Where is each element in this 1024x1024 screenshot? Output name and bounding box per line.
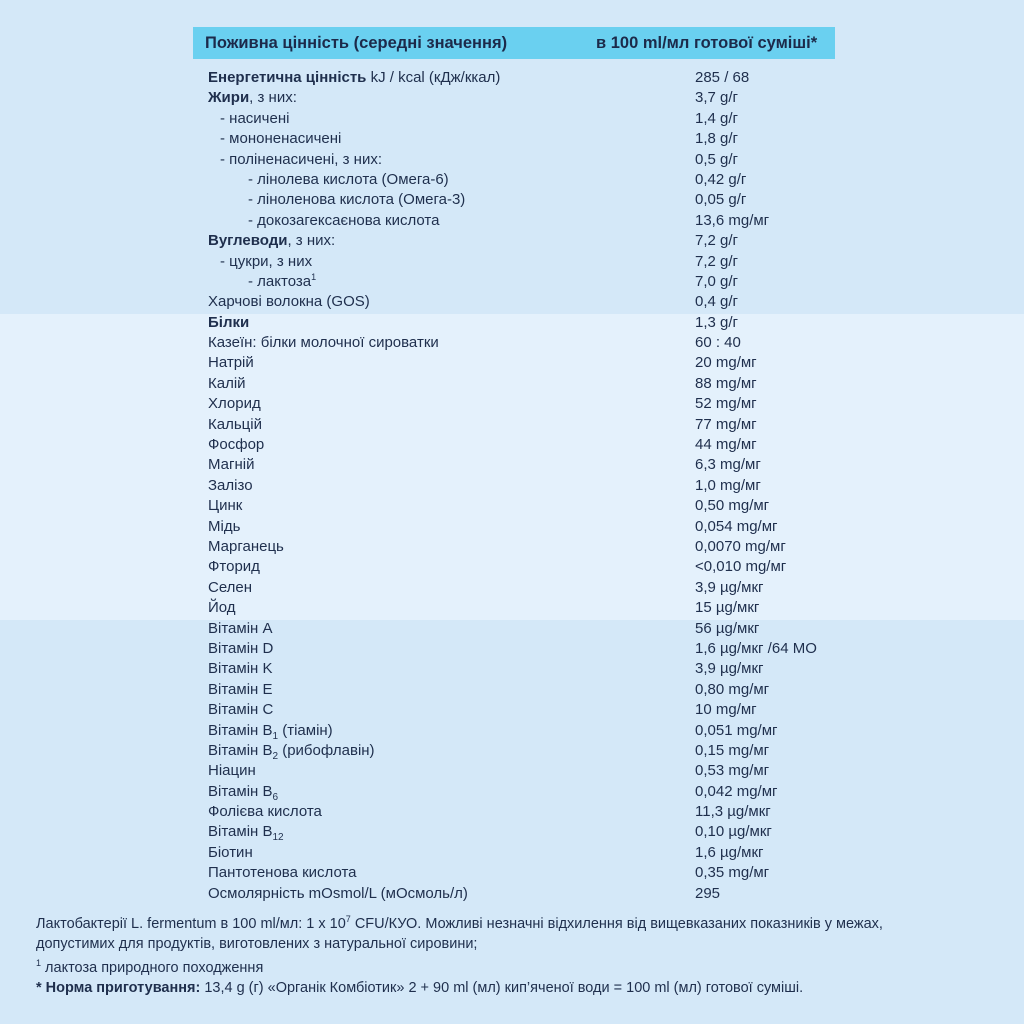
nutrient-value: 0,5 g/г xyxy=(695,150,739,168)
nutrient-name xyxy=(208,231,335,251)
nutrient-name-text: Натрій xyxy=(208,354,254,372)
nutrient-name xyxy=(220,109,289,129)
nutrient-name xyxy=(208,435,264,455)
nutrient-value: 88 mg/мг xyxy=(695,374,757,392)
table-row xyxy=(0,231,1024,251)
nutrient-name xyxy=(208,496,242,516)
nutrient-value: 1,4 g/г xyxy=(695,109,739,127)
nutrient-value: 52 mg/мг xyxy=(695,395,757,413)
nutrient-name xyxy=(208,476,253,496)
nutrient-footnote-marker: 1 xyxy=(311,271,317,282)
nutrient-name xyxy=(208,598,236,618)
preparation-text: 13,4 g (г) «Органік Комбіотик» 2 + 90 ml (мл) кип’яченої води = 100 ml (мл) готової суміші. xyxy=(200,980,804,996)
nutrient-value: 0,0070 mg/мг xyxy=(695,537,786,555)
nutrient-value: 15 µg/мкг xyxy=(695,599,760,617)
nutrient-value: 1,0 mg/мг xyxy=(695,476,761,494)
table-row xyxy=(0,639,1024,659)
nutrient-name-text: Магній xyxy=(208,456,255,474)
nutrient-name-text: Хлорид xyxy=(208,395,261,413)
header-per-100ml-label: в 100 ml/мл готової суміші* xyxy=(596,34,818,52)
header-nutrient-label: Поживна цінність (середні значення) xyxy=(205,34,508,52)
nutrient-value: 0,05 g/г xyxy=(695,191,747,209)
nutrient-value: 1,8 g/г xyxy=(695,130,739,148)
nutrient-name-text: Кальцій xyxy=(208,415,262,433)
table-row xyxy=(0,557,1024,577)
table-row xyxy=(0,190,1024,210)
table-row xyxy=(0,476,1024,496)
nutrient-name-text: , з них: xyxy=(287,232,336,250)
table-row xyxy=(0,272,1024,292)
nutrient-name-suffix: (рибофлавін) xyxy=(278,741,375,759)
table-row xyxy=(0,578,1024,598)
table-row xyxy=(0,782,1024,802)
table-row xyxy=(0,353,1024,373)
nutrient-name xyxy=(208,822,284,842)
table-row xyxy=(0,680,1024,700)
footnote-exponent: 7 xyxy=(345,914,351,925)
table-row xyxy=(0,150,1024,170)
table-row xyxy=(0,884,1024,904)
nutrient-name xyxy=(208,374,246,394)
nutrient-name xyxy=(208,863,357,883)
table-header xyxy=(193,27,835,59)
footnote-lactobacteria-text: Лактобактерії L. fermentum в 100 ml/мл: 1 x 10 xyxy=(36,916,346,932)
nutrient-name-text: Вітамін B xyxy=(208,721,273,739)
table-row xyxy=(0,537,1024,557)
table-row xyxy=(0,394,1024,414)
nutrient-name-text: Мідь xyxy=(208,517,241,535)
nutrient-name-text: Вітамін B xyxy=(208,823,273,841)
nutrient-name-text: - ліноленова кислота (Омега-3) xyxy=(248,191,466,209)
nutrient-name-text: Селен xyxy=(208,578,253,596)
nutrient-name xyxy=(208,292,370,312)
nutrient-value: 0,80 mg/мг xyxy=(695,680,770,698)
nutrient-name xyxy=(248,170,449,190)
nutrient-value: 13,6 mg/мг xyxy=(695,211,770,229)
nutrient-name xyxy=(220,150,382,170)
nutrient-name-text: - лінолева кислота (Омега-6) xyxy=(248,170,449,188)
nutrient-name xyxy=(208,537,284,557)
nutrient-name-suffix: (тіамін) xyxy=(278,721,333,739)
nutrient-value: 0,051 mg/мг xyxy=(695,721,778,739)
nutrient-name-text: Осмолярність mOsmol/L (мОсмоль/л) xyxy=(208,884,468,902)
nutrient-name-text: Пантотенова кислота xyxy=(208,864,357,882)
nutrient-name-text: Марганець xyxy=(208,537,284,555)
table-row xyxy=(0,761,1024,781)
nutrient-value: 3,9 µg/мкг xyxy=(695,660,764,678)
table-row xyxy=(0,170,1024,190)
nutrient-name xyxy=(248,272,316,292)
footnote-lactose-text: лактоза природного походження xyxy=(41,960,264,976)
nutrient-name-text: - мононенасичені xyxy=(220,130,342,148)
nutrient-value: 0,53 mg/мг xyxy=(695,762,770,780)
nutrient-name xyxy=(208,517,240,537)
table-row xyxy=(0,129,1024,149)
nutrient-name xyxy=(208,843,253,863)
nutrient-value: 44 mg/мг xyxy=(695,436,757,454)
table-row xyxy=(0,435,1024,455)
nutrient-value: 0,4 g/г xyxy=(695,293,739,311)
nutrient-name xyxy=(208,313,249,333)
nutrient-value: 0,054 mg/мг xyxy=(695,517,778,535)
nutrient-name-text: - докозагексаєнова кислота xyxy=(248,211,440,229)
nutrient-name xyxy=(208,68,500,88)
nutrient-value: 0,10 µg/мкг xyxy=(695,823,772,841)
nutrient-value: 11,3 µg/мкг xyxy=(695,803,771,821)
nutrient-name-bold: Вуглеводи xyxy=(208,232,288,250)
nutrient-name xyxy=(208,782,278,802)
table-row xyxy=(0,822,1024,842)
nutrient-value: 0,15 mg/мг xyxy=(695,741,770,759)
nutrient-name xyxy=(208,333,439,353)
nutrient-name-text: - цукри, з них xyxy=(220,252,313,270)
nutrient-name xyxy=(208,455,254,475)
nutrient-name xyxy=(208,619,272,639)
nutrient-name-text: Вітамін A xyxy=(208,619,273,637)
nutrient-name xyxy=(208,88,297,108)
footnote-lactose xyxy=(36,958,996,978)
table-row xyxy=(0,700,1024,720)
nutrient-name-text: Біотин xyxy=(208,843,253,861)
nutrient-name xyxy=(208,578,252,598)
nutrient-value: 77 mg/мг xyxy=(695,415,757,433)
nutrient-value: <0,010 mg/мг xyxy=(695,558,787,576)
nutrient-name-text: Вітамін B xyxy=(208,741,273,759)
nutrient-name xyxy=(208,761,256,781)
table-row xyxy=(0,292,1024,312)
nutrient-name-text: Вітамін C xyxy=(208,701,274,719)
footnote-preparation xyxy=(36,978,996,998)
nutrient-name-text: Фторид xyxy=(208,558,260,576)
nutrient-subscript: 2 xyxy=(272,750,279,762)
nutrient-name-text: - насичені xyxy=(220,109,290,127)
table-row xyxy=(0,598,1024,618)
table-row xyxy=(0,517,1024,537)
nutrient-value: 10 mg/мг xyxy=(695,701,757,719)
nutrient-name-text: Ніацин xyxy=(208,762,256,780)
table-row xyxy=(0,109,1024,129)
nutrient-name xyxy=(208,700,273,720)
table-row xyxy=(0,863,1024,883)
table-row xyxy=(0,741,1024,761)
nutrient-value: 20 mg/мг xyxy=(695,354,757,372)
nutrient-value: 56 µg/мкг xyxy=(695,619,760,637)
nutrient-value: 7,0 g/г xyxy=(695,272,739,290)
table-row xyxy=(0,88,1024,108)
table-row xyxy=(0,211,1024,231)
nutrient-name xyxy=(208,680,272,700)
nutrient-value: 0,35 mg/мг xyxy=(695,864,770,882)
nutrient-name-text: Фосфор xyxy=(208,436,265,454)
nutrient-name xyxy=(220,252,312,272)
nutrient-name xyxy=(208,884,468,904)
nutrient-name-text: Вітамін D xyxy=(208,639,274,657)
nutrient-name xyxy=(208,415,262,435)
table-row xyxy=(0,802,1024,822)
table-row xyxy=(0,374,1024,394)
nutrient-name xyxy=(208,639,273,659)
nutrient-subscript: 6 xyxy=(272,791,279,803)
nutrient-name xyxy=(208,394,261,414)
nutrient-name xyxy=(208,741,375,761)
footnote-lactobacteria-text-2: CFU/КУО. Можливі незначні відхилення від вищевказаних показників у межах, xyxy=(350,916,883,932)
nutrient-name xyxy=(220,129,341,149)
nutrient-value: 1,6 µg/мкг xyxy=(695,843,764,861)
table-row xyxy=(0,619,1024,639)
nutrient-name xyxy=(208,802,322,822)
nutrient-name xyxy=(248,190,465,210)
nutrient-name-bold: Енергетична цінність xyxy=(208,69,367,86)
nutrient-name-text: Калій xyxy=(208,374,246,392)
nutrient-name-text: - лактоза xyxy=(248,272,312,290)
nutrient-name-text: Фолієва кислота xyxy=(208,803,322,821)
nutrient-value: 60 : 40 xyxy=(695,334,741,352)
table-row xyxy=(0,333,1024,353)
table-row xyxy=(0,313,1024,333)
nutrient-name xyxy=(208,353,254,373)
footnote-marker: 1 xyxy=(36,958,42,969)
nutrient-name-text: Йод xyxy=(208,599,236,617)
preparation-label: Норма приготування: xyxy=(45,980,201,996)
nutrient-name-text: - поліненасичені, з них: xyxy=(220,150,382,168)
nutrient-name-text: , з них: xyxy=(249,89,297,107)
nutrient-name xyxy=(248,211,439,231)
preparation-star: * xyxy=(36,980,46,996)
table-row xyxy=(0,68,1024,88)
nutrient-value: 3,7 g/г xyxy=(695,89,739,107)
nutrient-name-text: Цинк xyxy=(208,497,243,515)
nutrient-value: 0,042 mg/мг xyxy=(695,782,778,800)
nutrient-value: 0,42 g/г xyxy=(695,170,747,188)
nutrient-name-text: Вітамін K xyxy=(208,660,273,678)
footnote-lactobacteria-text-3: допустимих для продуктів, виготовлених з натуральної сировини; xyxy=(36,936,478,952)
nutrient-value: 295 xyxy=(695,884,721,902)
nutrient-name xyxy=(208,659,272,679)
footnote-lactobacteria xyxy=(36,914,996,954)
nutrient-value: 6,3 mg/мг xyxy=(695,456,761,474)
nutrient-name-text: Залізо xyxy=(208,476,253,494)
nutrient-name-text: kJ / kcal (кДж/ккал) xyxy=(366,69,501,86)
nutrient-value: 3,9 µg/мкг xyxy=(695,578,764,596)
nutrient-value: 7,2 g/г xyxy=(695,232,739,250)
table-row xyxy=(0,659,1024,679)
table-row xyxy=(0,721,1024,741)
table-row xyxy=(0,415,1024,435)
table-row xyxy=(0,496,1024,516)
nutrient-value: 1,6 µg/мкг /64 МО xyxy=(695,639,817,657)
table-row xyxy=(0,843,1024,863)
nutrient-value: 0,50 mg/мг xyxy=(695,497,770,515)
nutrient-name-bold: Білки xyxy=(208,313,250,331)
nutrient-name-text: Казеїн: білки молочної сироватки xyxy=(208,334,439,352)
nutrient-subscript: 12 xyxy=(272,832,284,844)
nutrition-table xyxy=(0,68,1024,904)
nutrient-name xyxy=(208,557,260,577)
nutrient-subscript: 1 xyxy=(272,730,279,742)
nutrient-name-text: Харчові волокна (GOS) xyxy=(208,293,370,311)
nutrient-value: 1,3 g/г xyxy=(695,313,739,331)
nutrient-value: 7,2 g/г xyxy=(695,252,739,270)
nutrient-value: 285 / 68 xyxy=(695,69,750,86)
nutrient-name-bold: Жири xyxy=(208,89,250,107)
nutrient-name xyxy=(208,721,333,741)
nutrient-name-text: Вітамін B xyxy=(208,782,273,800)
table-row xyxy=(0,455,1024,475)
table-row xyxy=(0,252,1024,272)
nutrient-name-text: Вітамін E xyxy=(208,680,273,698)
